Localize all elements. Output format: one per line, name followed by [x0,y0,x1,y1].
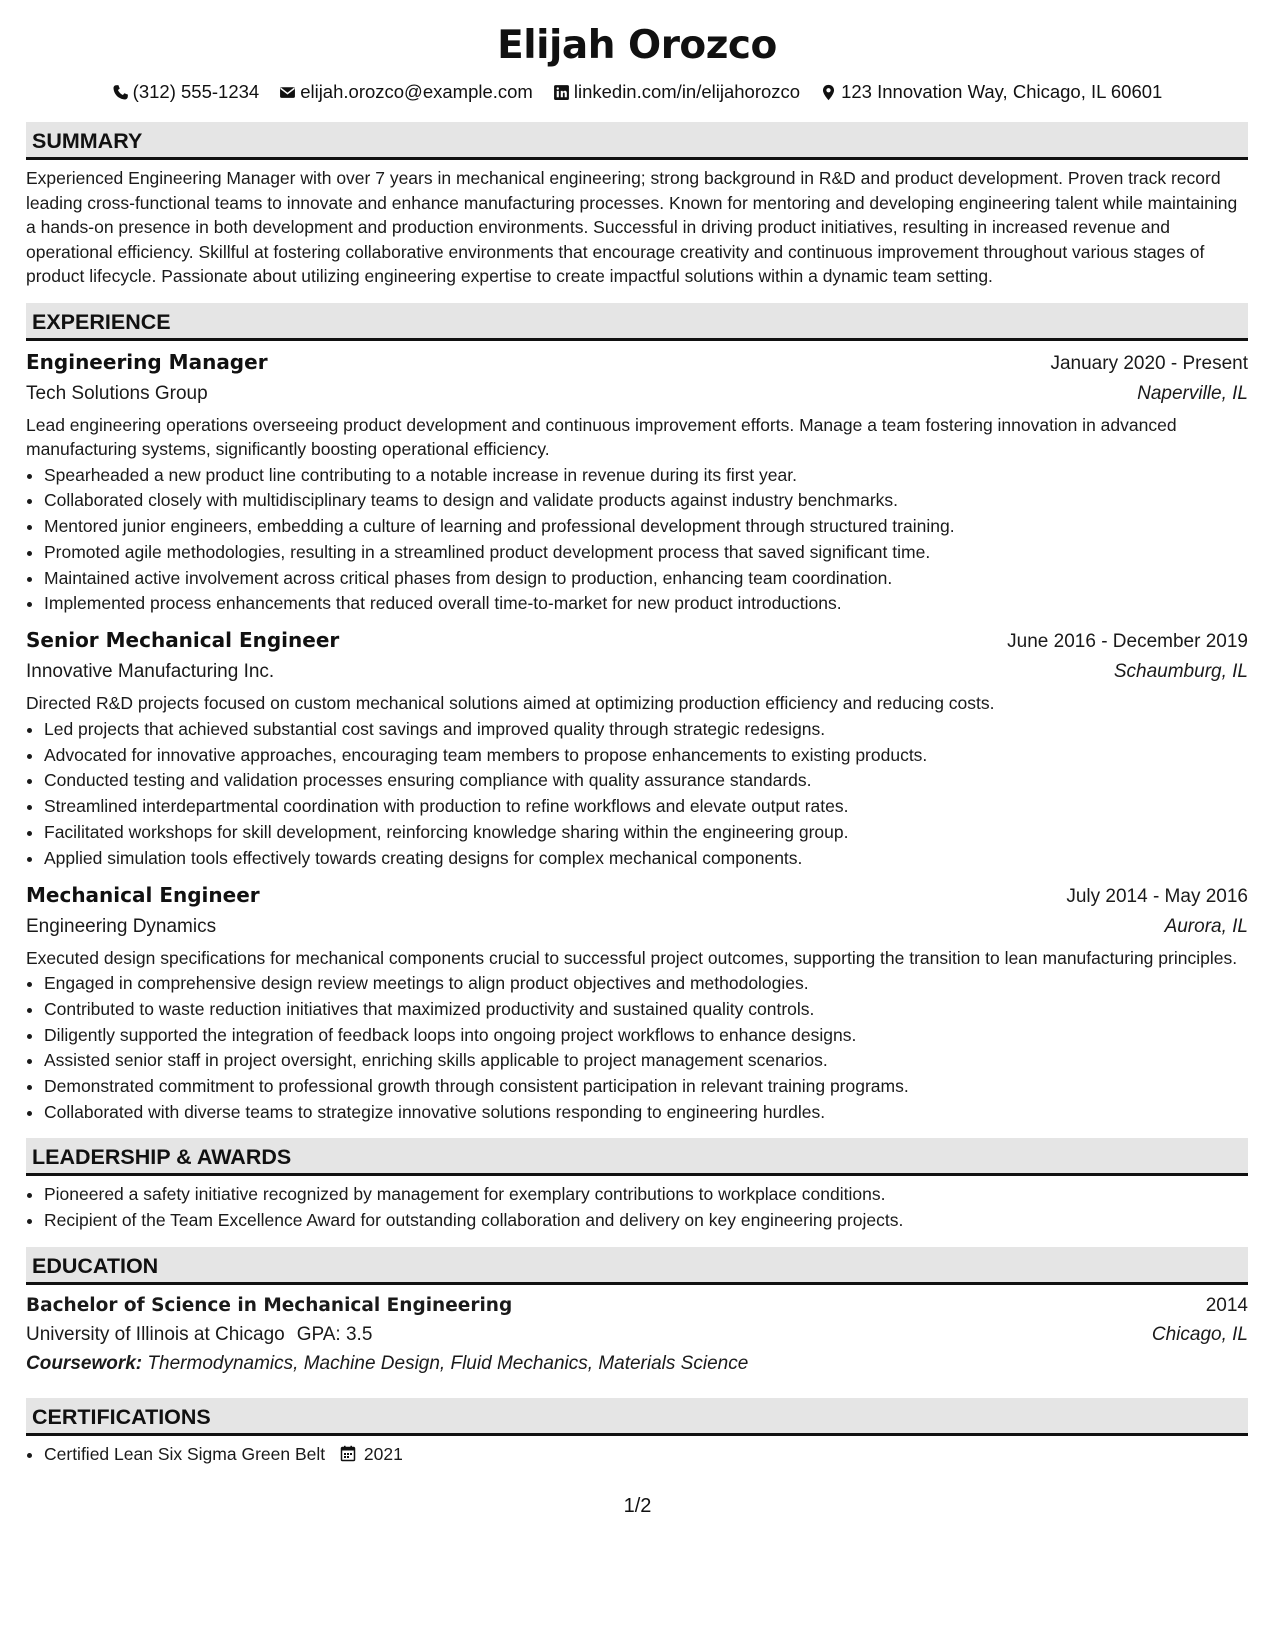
job-dates: July 2014 - May 2016 [1066,885,1248,907]
candidate-name: Elijah Orozco [497,23,777,68]
list-item: • Conducted testing and validation processes ensuring compliance with quality assurance standards. [44,768,1248,794]
job-location: Schaumburg, IL [1113,661,1248,683]
coursework-label: Coursework: [26,1353,143,1375]
list-item: • Advocated for innovative approaches, encouraging team members to propose enhancements to existing products. [44,743,1248,769]
job-description: Lead engineering operations overseeing product development and continuous improvement efforts. Manage a team fostering innovation in advanced manufacturing systems, significantly boosting operational efficiency. [26,414,1177,459]
list-item: • Mentored junior engineers, embedding a culture of learning and professional development through structured training. [44,514,1248,540]
job-bullets [26,717,1248,872]
list-item: • Assisted senior staff in project oversight, enriching skills applicable to project management scenarios. [44,1048,1248,1074]
education-entry [26,1291,1248,1378]
phone-text: (312) 555-1234 [132,81,260,102]
job-entry [26,625,1248,871]
list-item [44,1442,1248,1468]
list-item: • Engaged in comprehensive design review meetings to align product objectives and methodologies. [44,971,1248,997]
list-item: • Contributed to waste reduction initiatives that maximized productivity and sustained quality controls. [44,997,1248,1023]
degree-title: Bachelor of Science in Mechanical Engineering [26,1295,513,1317]
list-item: • Promoted agile methodologies, resulting in a streamlined product development process that saved significant time. [44,540,1248,566]
gpa: GPA: 3.5 [296,1324,373,1346]
school-location: Chicago, IL [1151,1324,1248,1346]
contact-bar [26,80,1248,104]
job-description: Directed R&D projects focused on custom mechanical solutions aimed at optimizing production efficiency and reducing costs. [26,693,995,714]
job-location: Naperville, IL [1137,382,1248,404]
job-title: Engineering Manager [26,349,268,374]
section-summary-heading: SUMMARY [26,122,1248,160]
graduation-year: 2014 [1205,1295,1248,1317]
job-company: Tech Solutions Group [26,382,208,404]
phone-icon [112,84,129,101]
section-education-heading: EDUCATION [26,1247,1248,1285]
certification-name: Certified Lean Six Sigma Green Belt [44,1444,326,1465]
email-text[interactable]: elijah.orozco@example.com [300,81,533,102]
job-title: Senior Mechanical Engineer [26,628,340,653]
job-description: Executed design specifications for mechanical components crucial to successful project outcomes, supporting the transition to lean manufacturing principles. [26,947,1238,968]
certification-year: 2021 [363,1444,403,1465]
summary-text: Experienced Engineering Manager with over 7 years in mechanical engineering; strong background in R&D and product development. Proven track record leading cross-functional teams to innovate and enhance manufacturing processes. Known for mentoring and developing engineering talent while maintaining a hands-on presence in both development and production environments. Successful in driving product initiatives, resulting in increased revenue and operational efficiency. Skillful at fostering collaborative environments that encourage creativity and continuous improvement throughout various stages of product lifecycle. Passionate about utilizing engineering expertise to create impactful solutions within a dynamic team setting. [26,168,1238,286]
contact-email[interactable] [279,80,533,104]
calendar-icon [340,1445,356,1462]
list-item: • Spearheaded a new product line contributing to a notable increase in revenue during its first year. [44,463,1248,489]
list-item: • Led projects that achieved substantial cost savings and improved quality through strategic redesigns. [44,717,1248,743]
list-item: • Demonstrated commitment to professional growth through consistent participation in relevant training programs. [44,1074,1248,1100]
list-item: • Pioneered a safety initiative recognized by management for exemplary contributions to workplace conditions. [44,1182,1248,1208]
linkedin-text[interactable]: linkedin.com/in/elijahorozco [573,81,801,102]
list-item: • Collaborated with diverse teams to strategize innovative solutions responding to engineering hurdles. [44,1100,1248,1126]
resume-page [26,20,1248,1468]
list-item: • Recipient of the Team Excellence Award for outstanding collaboration and delivery on key engineering projects. [44,1208,1248,1234]
list-item: • Facilitated workshops for skill development, reinforcing knowledge sharing within the engineering group. [44,820,1248,846]
contact-address [820,80,1162,104]
job-entry [26,880,1248,1126]
address-text: 123 Innovation Way, Chicago, IL 60601 [841,81,1163,102]
list-item: • Applied simulation tools effectively towards creating designs for complex mechanical components. [44,846,1248,872]
section-leadership-heading: LEADERSHIP & AWARDS [26,1138,1248,1176]
page-number: 1/2 [623,1495,652,1517]
job-bullets [26,971,1248,1126]
school-line [26,1320,372,1349]
job-entry [26,347,1248,618]
linkedin-icon [553,84,570,101]
school-name: University of Illinois at Chicago [26,1324,285,1346]
list-item: • Maintained active involvement across critical phases from design to production, enhancing team coordination. [44,566,1248,592]
job-dates: June 2016 - December 2019 [1007,631,1248,653]
job-company: Engineering Dynamics [26,915,217,937]
job-location: Aurora, IL [1164,915,1248,937]
contact-linkedin[interactable] [553,80,800,104]
envelope-icon [279,84,296,101]
list-item: • Collaborated closely with multidisciplinary teams to design and validate products against industry benchmarks. [44,488,1248,514]
section-certifications-heading: CERTIFICATIONS [26,1398,1248,1436]
job-bullets [26,463,1248,618]
section-experience-heading: EXPERIENCE [26,303,1248,341]
job-dates: January 2020 - Present [1050,352,1248,374]
contact-phone [112,80,260,104]
job-company: Innovative Manufacturing Inc. [26,661,275,683]
coursework-list: Thermodynamics, Machine Design, Fluid Mechanics, Materials Science [147,1353,749,1375]
coursework [26,1349,1248,1378]
list-item: • Streamlined interdepartmental coordination with production to refine workflows and elevate output rates. [44,794,1248,820]
list-item: • Diligently supported the integration of feedback loops into ongoing project workflows to enhance designs. [44,1023,1248,1049]
certifications-list [26,1442,1248,1468]
list-item: • Implemented process enhancements that reduced overall time-to-market for new product introductions. [44,591,1248,617]
leadership-list [26,1182,1248,1234]
map-pin-icon [820,84,837,101]
job-title: Mechanical Engineer [26,882,260,907]
